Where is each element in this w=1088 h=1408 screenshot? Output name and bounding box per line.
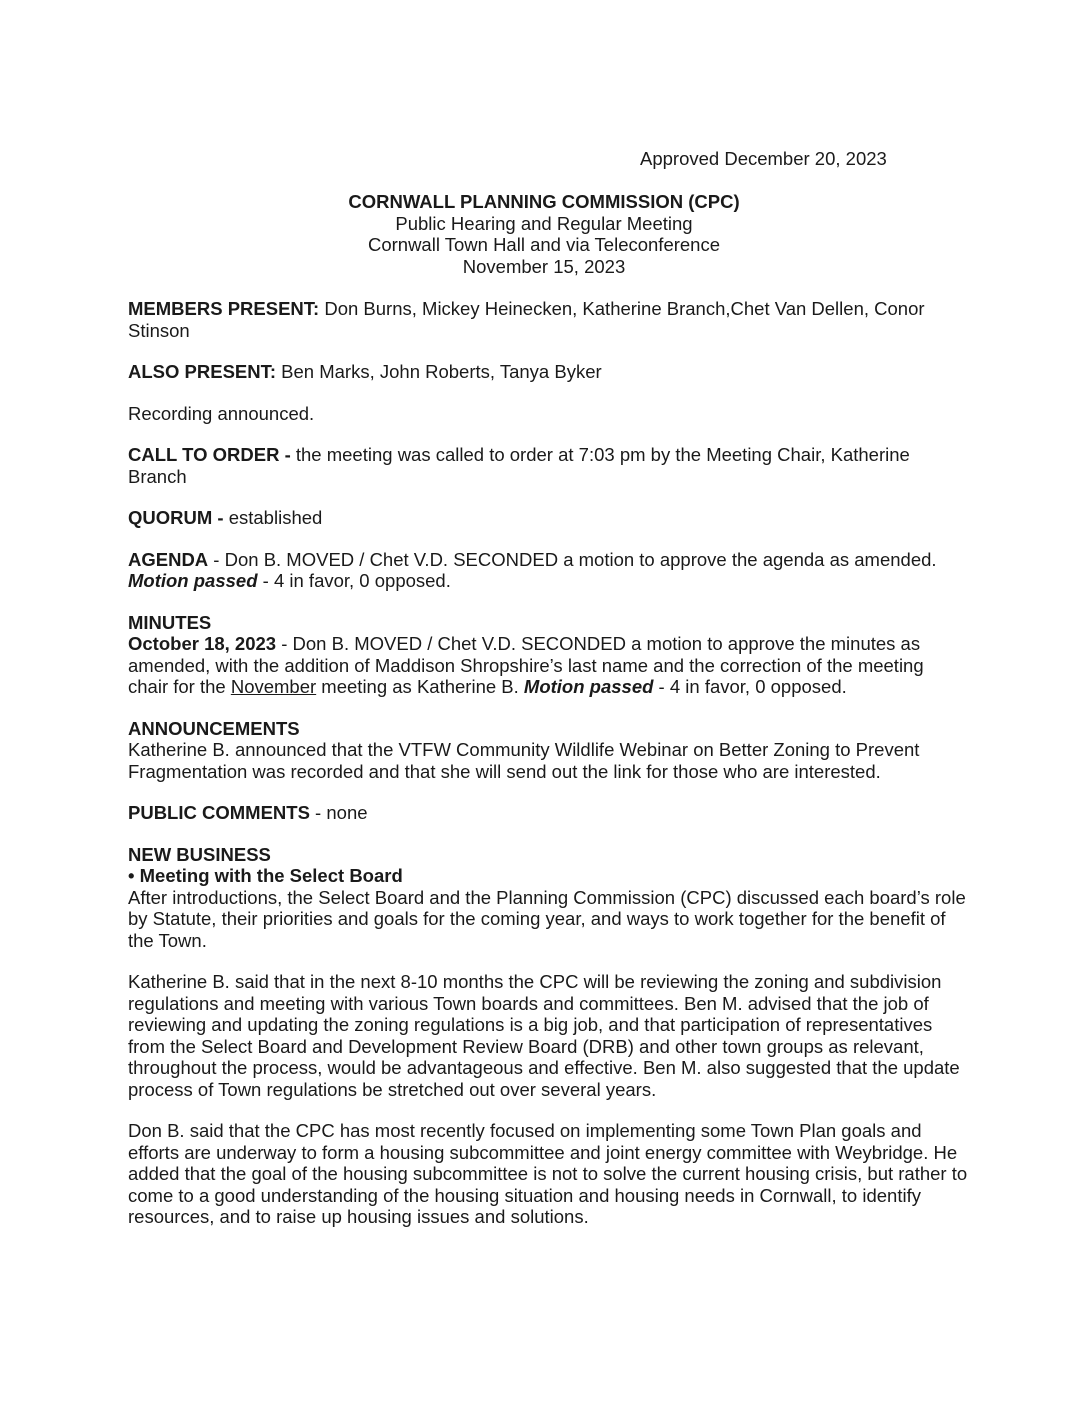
minutes-text-a: - Don B. MOVED / Chet V.D. SECONDED a motion to approve the minutes as amended, with the addition of Maddison Shropshire’s last name and the correction of the meeting chair for the [128,633,924,697]
call-to-order [128,444,968,487]
new-business-paragraph-1: After introductions, the Select Board and the Planning Commission (CPC) discussed each board’s role by Statute, their priorities and goals for the coming year, and ways to work together for the benefit of the Town. [128,886,966,951]
public-comments-label: PUBLIC COMMENTS [128,802,310,823]
new-business-bullet: • Meeting with the Select Board [128,865,403,886]
members-present [128,298,968,341]
minutes-body [128,298,968,1228]
minutes-underlined-month: November [230,676,317,697]
new-business-paragraph-3: Don B. said that the CPC has most recently focused on implementing some Town Plan goals and efforts are underway to form a housing subcommittee and joint energy committee with Weybridge. He added that the goal of the housing subcommittee is not to solve the current housing crisis, but rather to come to a good understanding of the housing situation and housing needs in Cornwall, to identify resources, and to raise up housing issues and solutions. [128,1120,968,1227]
agenda [128,549,968,592]
quorum-label: QUORUM - [128,507,224,528]
agenda-motion: Motion passed [128,570,258,591]
minutes-motion: Motion passed [523,676,654,697]
announcements-section [128,718,968,783]
minutes-section [128,612,968,698]
meeting-date: November 15, 2023 [462,255,626,277]
also-present-label: ALSO PRESENT: [128,361,277,382]
call-to-order-text: the meeting was called to order at 7:03 pm by the Meeting Chair, Katherine Branch [128,444,910,487]
quorum-text: established [223,507,323,528]
announcements-text: Katherine B. announced that the VTFW Community Wildlife Webinar on Better Zoning to Prevent Fragmentation was recorded and that she will send out the link for those who are interested. [128,739,920,782]
approval-note: Approved December 20, 2023 [640,148,887,169]
new-business-heading: NEW BUSINESS [128,843,271,865]
minutes-vote: - 4 in favor, 0 opposed. [653,676,847,697]
also-present-text: Ben Marks, John Roberts, Tanya Byker [276,361,602,382]
agenda-label: AGENDA [128,548,209,570]
call-to-order-label: CALL TO ORDER - [128,444,291,465]
also-present [128,361,968,383]
document-header [0,191,1088,277]
members-present-text: Don Burns, Mickey Heinecken, Katherine Branch,Chet Van Dellen, Conor Stinson [128,298,925,341]
minutes-text-b: meeting as Katherine B. [316,676,524,697]
meeting-location: Cornwall Town Hall and via Teleconference [367,234,721,255]
announcements-heading: ANNOUNCEMENTS [128,717,300,739]
minutes-heading: MINUTES [128,611,212,633]
new-business-paragraph-2: Katherine B. said that in the next 8-10 months the CPC will be reviewing the zoning and subdivision regulations and meeting with various Town boards and committees. Ben M. advised that the job of reviewing and updating the zoning regulations is a big job, and that participation of representatives from the Select Board and Development Review Board (DRB) and other town groups as relevant, throughout the process, would be advantageous and effective. Ben M. also suggested that the update process of Town regulations be stretched out over several years. [128,971,960,1100]
minutes-date: October 18, 2023 [128,633,277,654]
members-present-label: MEMBERS PRESENT: [128,298,320,319]
minutes-approval [128,633,968,698]
quorum [128,507,968,529]
organization-title: CORNWALL PLANNING COMMISSION (CPC) [348,191,740,212]
public-comments-text: - none [309,802,368,823]
new-business-section [128,844,968,1228]
meeting-type: Public Hearing and Regular Meeting [395,212,693,234]
agenda-vote: - 4 in favor, 0 opposed. [257,570,451,591]
recording-note: Recording announced. [128,402,315,424]
agenda-text: - Don B. MOVED / Chet V.D. SECONDED a motion to approve the agenda as amended. [208,548,937,570]
public-comments [128,802,968,824]
